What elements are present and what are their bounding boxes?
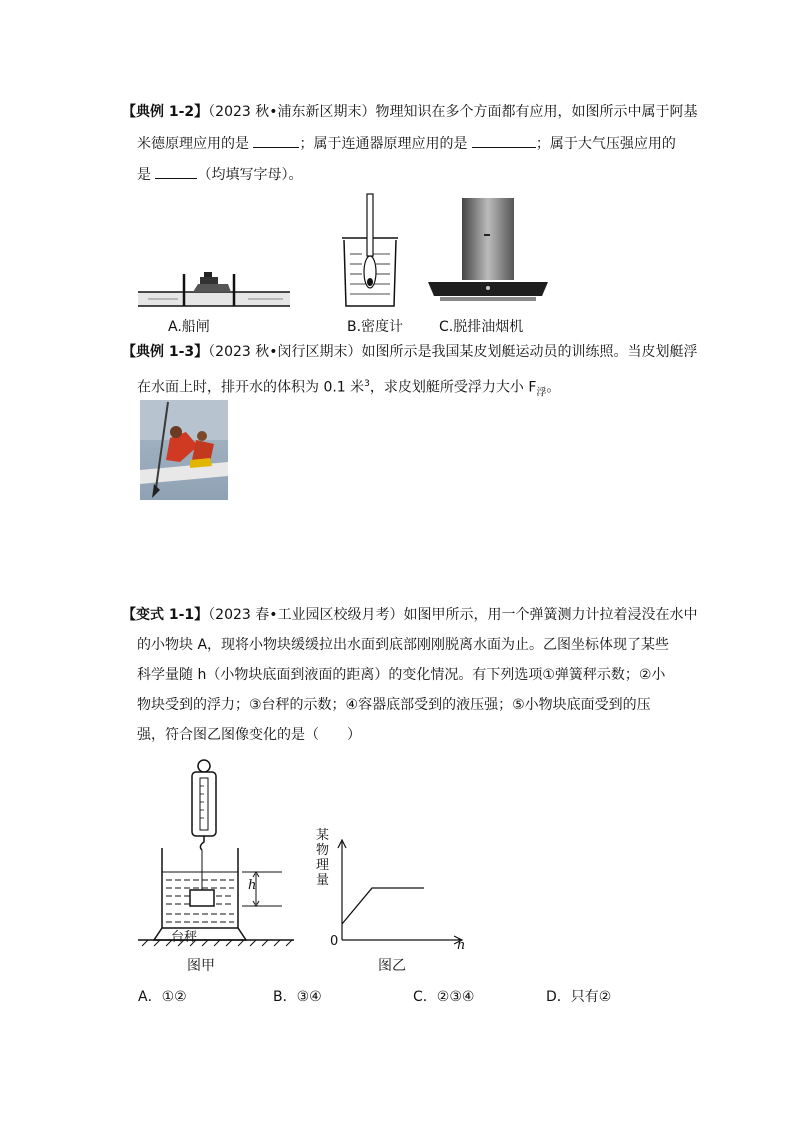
caption-c: C.脱排油烟机 <box>439 319 524 335</box>
q1-line1: 【典例 1-2】（2023 秋•浦东新区期末）物理知识在多个方面都有应用，如图所示中属于阿基 <box>122 104 698 120</box>
caption-a: A.船闸 <box>168 319 210 335</box>
caption-yi: 图乙 <box>378 958 406 974</box>
figure-jia <box>132 758 302 958</box>
q1-blank-1[interactable] <box>253 133 299 148</box>
q3-line2: 的小物块 A，现将小物块缓缓拉出水面到底部刚刚脱离水面为止。乙图坐标体现了某些 <box>137 637 670 653</box>
hydrometer-figure <box>340 192 400 312</box>
q2-line2: 在水面上时，排开水的体积为 0.1 米$^3$，求皮划艇所受浮力大小 $F_浮$。 <box>137 379 561 399</box>
q2-line1: 【典例 1-3】（2023 秋•闵行区期末）如图所示是我国某皮划艇运动员的训练照。当皮划艇浮 <box>122 344 698 360</box>
option-b[interactable]: B．③④ <box>273 989 322 1005</box>
kayak-photo <box>140 400 228 500</box>
q3-line1: 【变式 1-1】（2023 春•工业园区校级月考）如图甲所示，用一个弹簧测力计拉着浸没在水中 <box>122 607 698 623</box>
q3-line3: 科学量随 h（小物块底面到液面的距离）的变化情况。有下列选项①弹簧秤示数；②小 <box>137 667 666 683</box>
q1-line3: 是 （均填写字母）。 <box>137 164 302 185</box>
q2-tag: 【典例 1-3】 <box>122 344 209 360</box>
q1-blank-2[interactable] <box>472 133 536 148</box>
ship-lock-figure <box>138 262 298 312</box>
option-a[interactable]: A．①② <box>138 989 187 1005</box>
origin-label: 0 <box>330 934 339 949</box>
range-hood-figure <box>424 198 554 308</box>
figure-yi-graph <box>336 838 466 948</box>
q3-tag: 【变式 1-1】 <box>122 607 209 623</box>
q1-line2: 米德原理应用的是 ；属于连通器原理应用的是 ；属于大气压强应用的 <box>137 133 676 154</box>
caption-b: B.密度计 <box>347 319 404 335</box>
scale-label: 台秤 <box>171 930 198 945</box>
q3-line5: 强，符合图乙图像变化的是（ ） <box>137 727 361 743</box>
q1-tag: 【典例 1-2】 <box>122 104 209 120</box>
option-c[interactable]: C．②③④ <box>413 989 475 1005</box>
q3-line4: 物块受到的浮力；③台秤的示数；④容器底部受到的液压强；⑤小物块底面受到的压 <box>137 697 651 713</box>
y-axis-label: 某物理量 <box>316 828 330 888</box>
h-label: h <box>248 878 257 893</box>
graph-curve <box>342 888 424 924</box>
x-axis-label: h <box>457 938 466 953</box>
caption-jia: 图甲 <box>187 958 215 974</box>
q1-blank-3[interactable] <box>155 164 197 179</box>
option-d[interactable]: D．只有② <box>546 989 612 1005</box>
